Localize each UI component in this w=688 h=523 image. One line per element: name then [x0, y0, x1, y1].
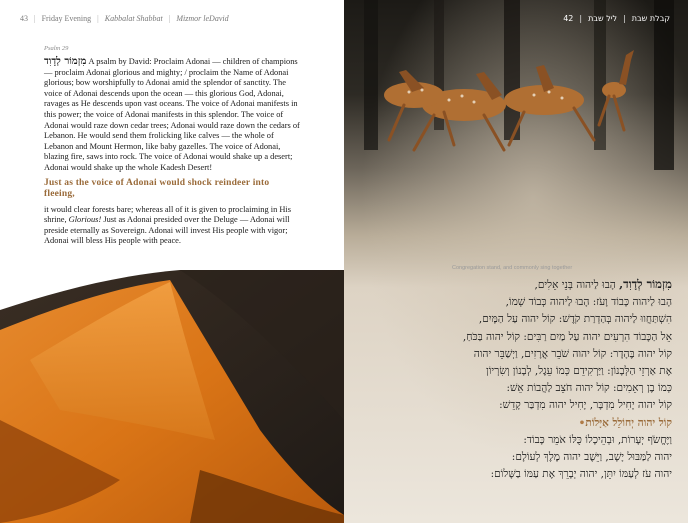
page-number-right: 42	[563, 14, 574, 23]
hebrew-text	[352, 276, 672, 483]
translation-text-2b: Just as Adonai presided over the Deluge — Adonai will preside eternally as Sovereign. Adonai will invest His people with vigor; Adonai will bless His people with peace.	[44, 215, 290, 246]
hebrew-line-8: וַיֶּחֱשֹׂף יְעָרוֹת, וּבְהֵיכָלוֹ כֻּלּוֹ אֹמֵר כָּבוֹד:	[523, 433, 672, 446]
hebrew-line-1: הָבוּ לַיהוה כָּבוֹד וָעֹז: הָבוּ לַיהוה כְּבוֹד שְׁמוֹ,	[505, 296, 672, 309]
translation-text-2a: it would clear forests bare; whereas all of it is given to proclaiming in His shrine,	[44, 204, 291, 225]
running-head-section: Friday Evening	[41, 14, 92, 23]
hebrew-line-7: קוֹל יהוה יָחִיל מִדְבָּר, יָחִיל יהוה מִדְבַּר קָדֵשׁ:	[499, 399, 672, 412]
refrain-hebrew: קוֹל יהוה יְחוֹלֵל אַיָּלוֹת	[585, 416, 672, 429]
instruction-note: Congregation stand, and commonly sing together	[452, 265, 573, 271]
hebrew-first-rest: הָבוּ לַיהוה בְּנֵי אֵלִים,	[534, 279, 620, 291]
glorious-italic: Glorious!	[68, 215, 102, 225]
hebrew-line-3: אֵל הַכָּבוֹד הִרְעִים יהוה עַל מַיִם רַבִּים: קוֹל יהוה בַּכֹּחַ,	[462, 330, 672, 343]
hebrew-line-10: יהוה עֹז לְעַמּוֹ יִתֵּן, יהוה יְבָרֵךְ אֶת עַמּוֹ בַשָּׁלוֹם:	[490, 468, 672, 481]
running-head-section-he: ליל שבת	[588, 14, 618, 23]
running-head-service-he: קבלת שבת	[631, 14, 670, 23]
hebrew-line-6: כְּמוֹ בֶן רְאֵמִים: קוֹל יהוה חֹצֵב לַהֲבוֹת אֵשׁ:	[506, 382, 672, 395]
running-head-service: Kabbalat Shabbat	[104, 14, 163, 23]
page-number-left: 43	[20, 14, 28, 23]
hebrew-line-4: קוֹל יהוה בֶּהָדָר: קוֹל יהוה שֹׁבֵר אֲרָזִים, וַיְשַׁבֵּר יהוה	[473, 347, 672, 360]
translation-paragraph-2	[44, 205, 302, 247]
english-translation	[44, 57, 302, 247]
hebrew-lead-word: מִזְמוֹר לְדָוִד	[44, 56, 87, 67]
running-head-title: Mizmor leDavid	[176, 14, 229, 23]
refrain-marker: •	[578, 416, 586, 429]
translation-paragraph-1	[44, 57, 302, 174]
hebrew-line-5: אֶת אַרְזֵי הַלְּבָנוֹן: וַיַּרְקִידֵם כְּמוֹ עֵגֶל, לְבָנוֹן וְשִׂרְיוֹן	[486, 365, 672, 378]
running-head-left: 43 | Friday Evening | Kabbalat Shabbat | Mizmor leDavid	[20, 14, 229, 23]
desert-dune-photo	[0, 270, 344, 523]
translation-text-1: A psalm by David: Proclaim Adonai — children of champions — proclaim Adonai glorious and mighty; / proclaim the Name of Adonai glorious; bow worshipfully to Adonai amid the splendor of sanctity. The voice of Adonai descends upon the ocean — this glorious God, Adonai, ravages as He descends upon vast oceans. The voice of Adonai manifests in this power; the voice of Adonai manifests in this splendor. The voice of Adonai would raze down cedar trees; Adonai would raze down the cedars of Lebanon. He would send them frolicking like calves — the whole of Lebanon and Mount Hermon, like baby gazelles. The voice of Adonai, blazing fire, saws into rock. The voice of Adonai would shake up a desert; Adonai would shake up the whole Kadesh Desert!	[44, 57, 300, 172]
hebrew-first-words: מִזְמוֹר לְדָוִד,	[619, 277, 672, 291]
right-page	[344, 0, 688, 523]
hebrew-line-0	[352, 276, 672, 294]
hebrew-line-9: יהוה לַמַּבּוּל יָשָׁב, וַיֵּשֶׁב יהוה מֶלֶךְ לְעוֹלָם:	[511, 451, 672, 464]
psalm-label: Psalm 29	[44, 45, 69, 52]
running-head-right: קבלת שבת|ליל שבת|42	[563, 14, 670, 23]
hebrew-line-2: הִשְׁתַּחֲווּ לַיהוה בְּהַדְרַת קֹדֶשׁ: קוֹל יהוה עַל הַמָּיִם,	[478, 313, 672, 326]
hebrew-refrain-line	[352, 415, 672, 432]
refrain-english: Just as the voice of Adonai would shock reindeer into fleeing,	[44, 177, 270, 199]
